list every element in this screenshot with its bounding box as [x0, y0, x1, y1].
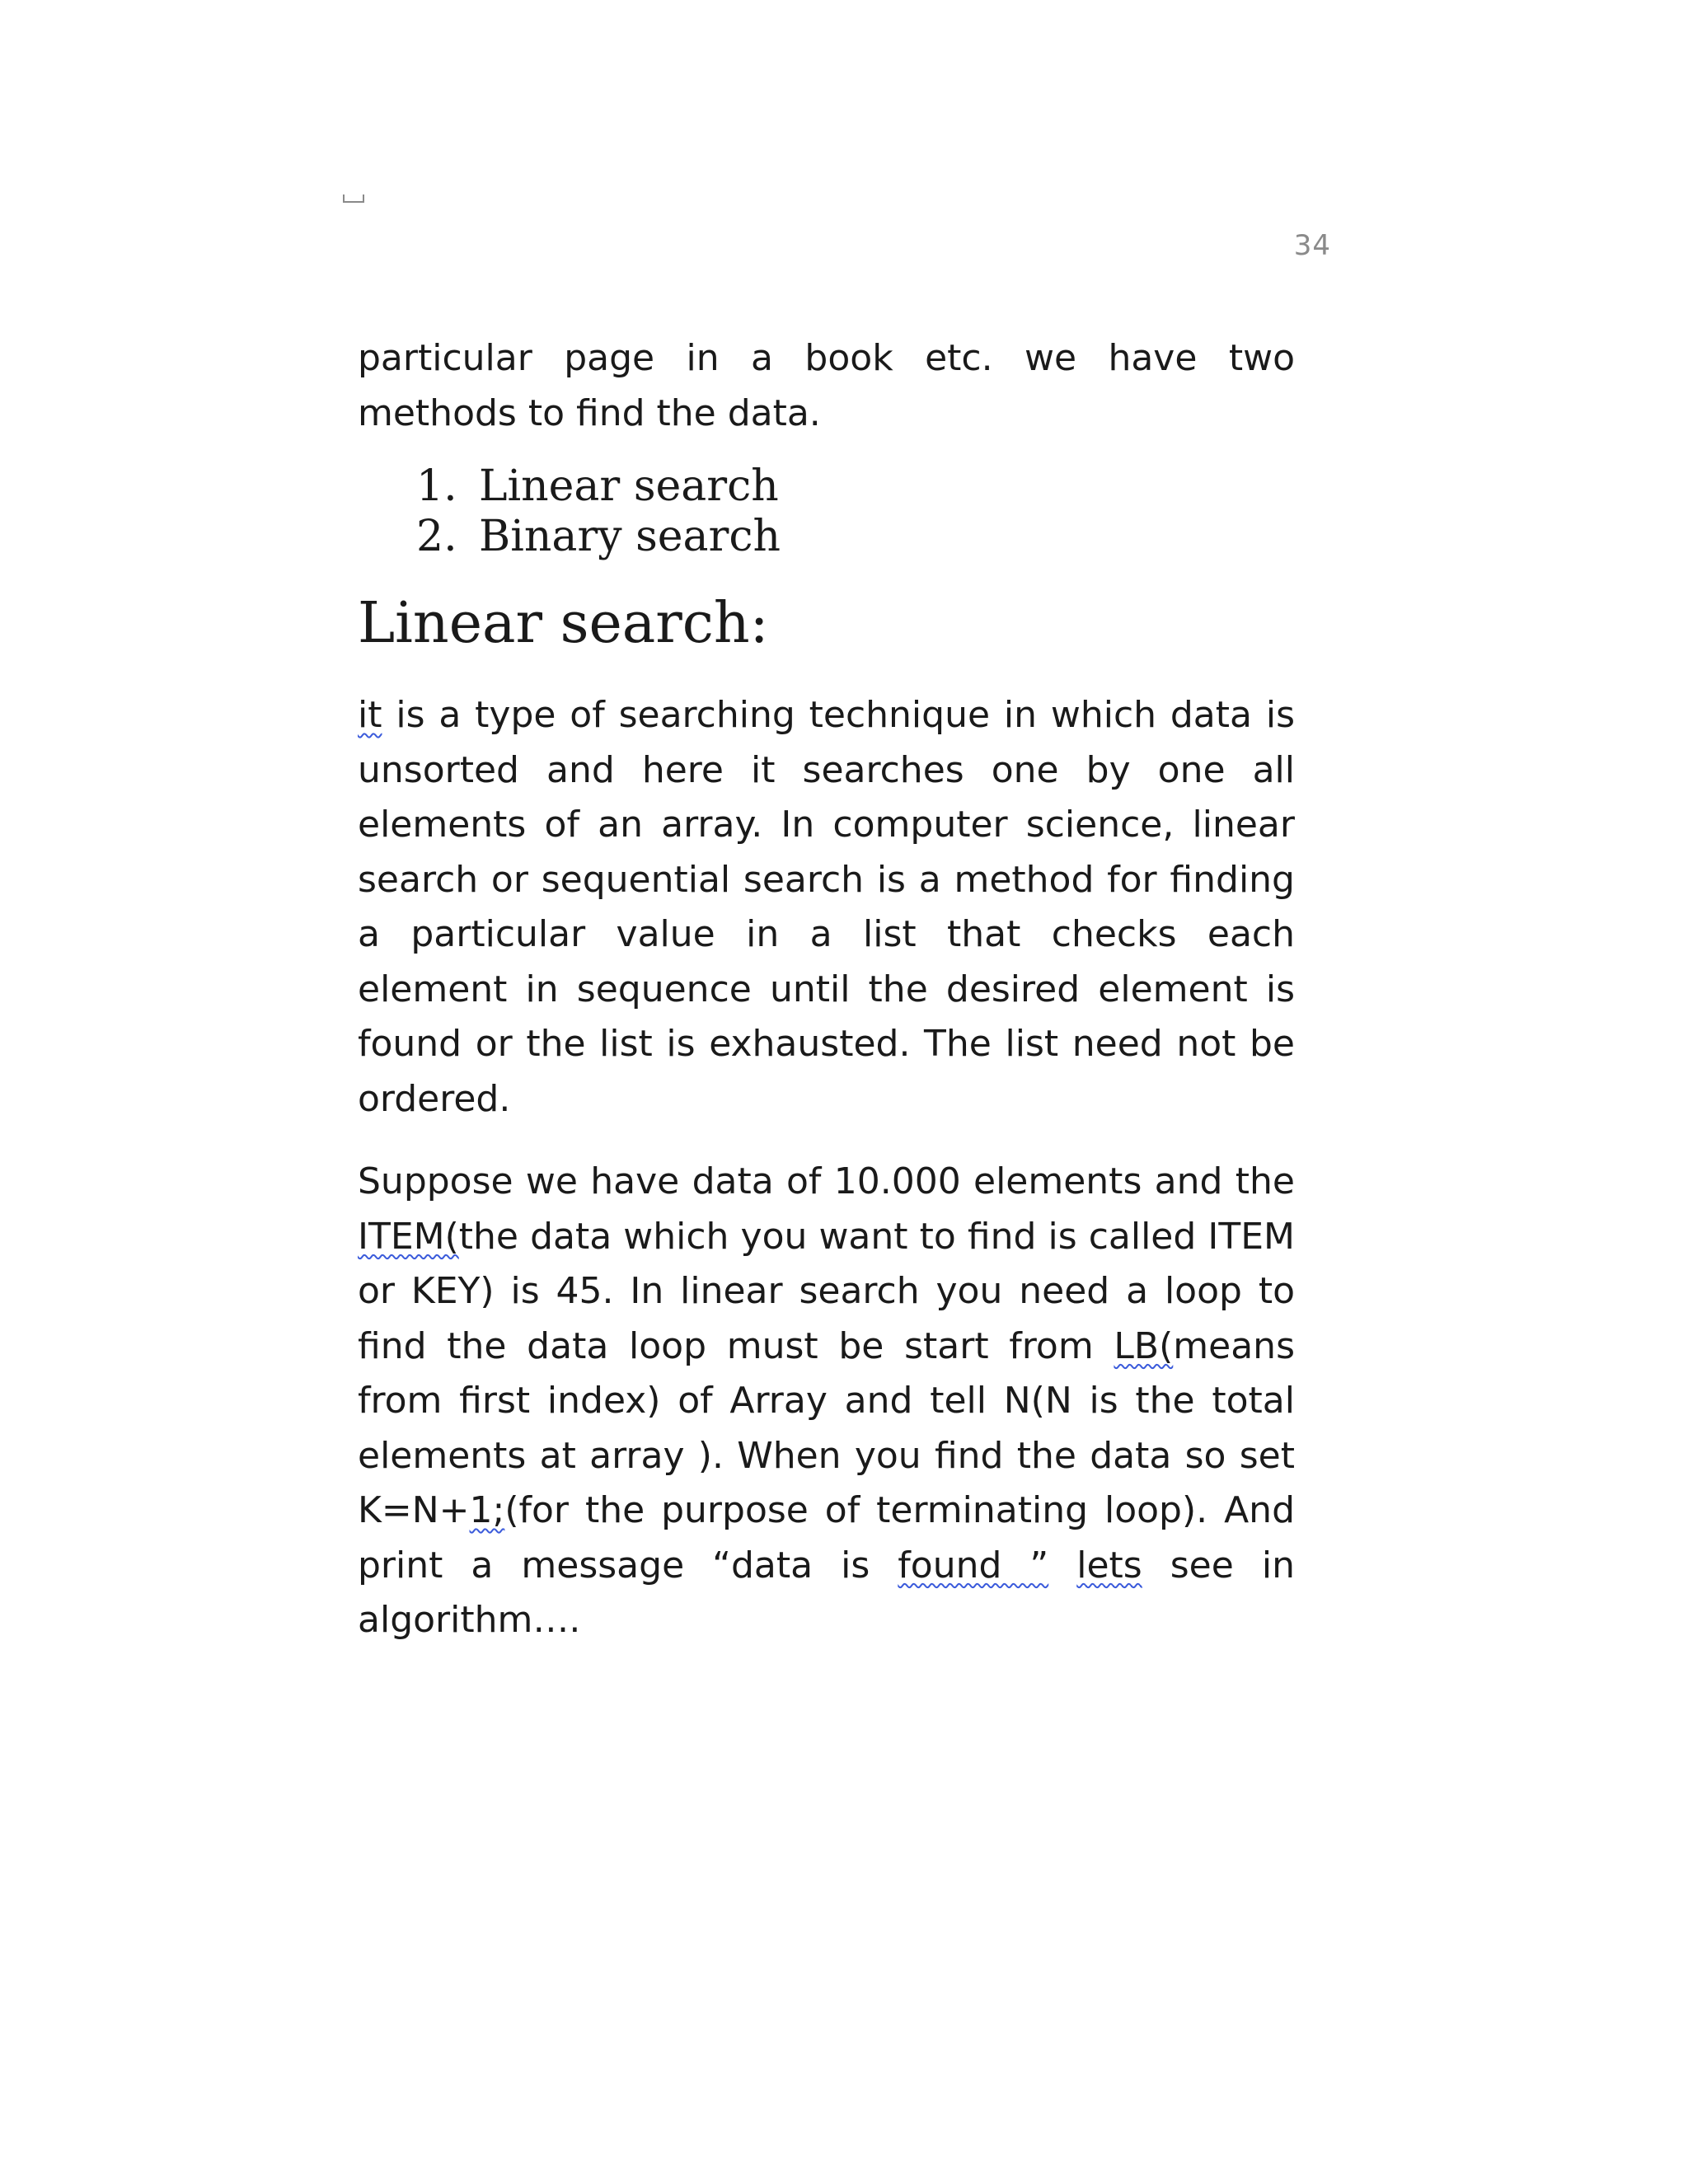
spellcheck-word: ITEM(: [358, 1215, 459, 1258]
linear-search-definition: [358, 688, 1295, 1127]
paragraph-text: is a type of searching technique in which data is unsorted and here it searches one by one all elements of an array. In computer science, linear search or sequential search is a method for finding a particular value in a list that checks each element in sequence until the desired element is found or the list is exhausted. The list need not be ordered.: [358, 694, 1295, 1120]
list-item-number: 1.: [416, 462, 457, 511]
spellcheck-word: 1;: [469, 1489, 505, 1531]
linear-search-example: [358, 1155, 1295, 1648]
spellcheck-word: it: [358, 694, 382, 736]
paragraph-text: (for the purpose of terminating loop). And print a message “data is: [358, 1489, 1295, 1586]
paragraph-text: see in algorithm….: [358, 1544, 1295, 1641]
paragraph-text: Suppose we have data of 10.000 elements and the: [358, 1160, 1295, 1202]
page-number: 34: [1293, 229, 1331, 262]
corner-crop-mark: [343, 194, 364, 203]
intro-paragraph: particular page in a book etc. we have two methods to find the data.: [358, 337, 1295, 434]
list-item-number: 2.: [416, 512, 457, 561]
paragraph-text: [1048, 1544, 1076, 1586]
list-item-label: Binary search: [479, 512, 781, 561]
list-item: [416, 462, 781, 512]
spellcheck-word: lets: [1076, 1544, 1142, 1586]
list-item: [416, 512, 781, 562]
methods-list: [416, 462, 781, 562]
spellcheck-word: LB(: [1114, 1324, 1174, 1367]
paragraph-text: means from first index) of Array and tell N(N is the total elements at array ). When you find the data so set K=N+: [358, 1324, 1295, 1531]
paragraph-text: the data which you want to find is called ITEM or KEY) is 45. In linear search you need a loop to find the data loop must be start from: [358, 1215, 1295, 1367]
list-item-label: Linear search: [479, 462, 779, 511]
spellcheck-word: found ”: [898, 1544, 1049, 1586]
section-heading: Linear search:: [358, 591, 769, 656]
